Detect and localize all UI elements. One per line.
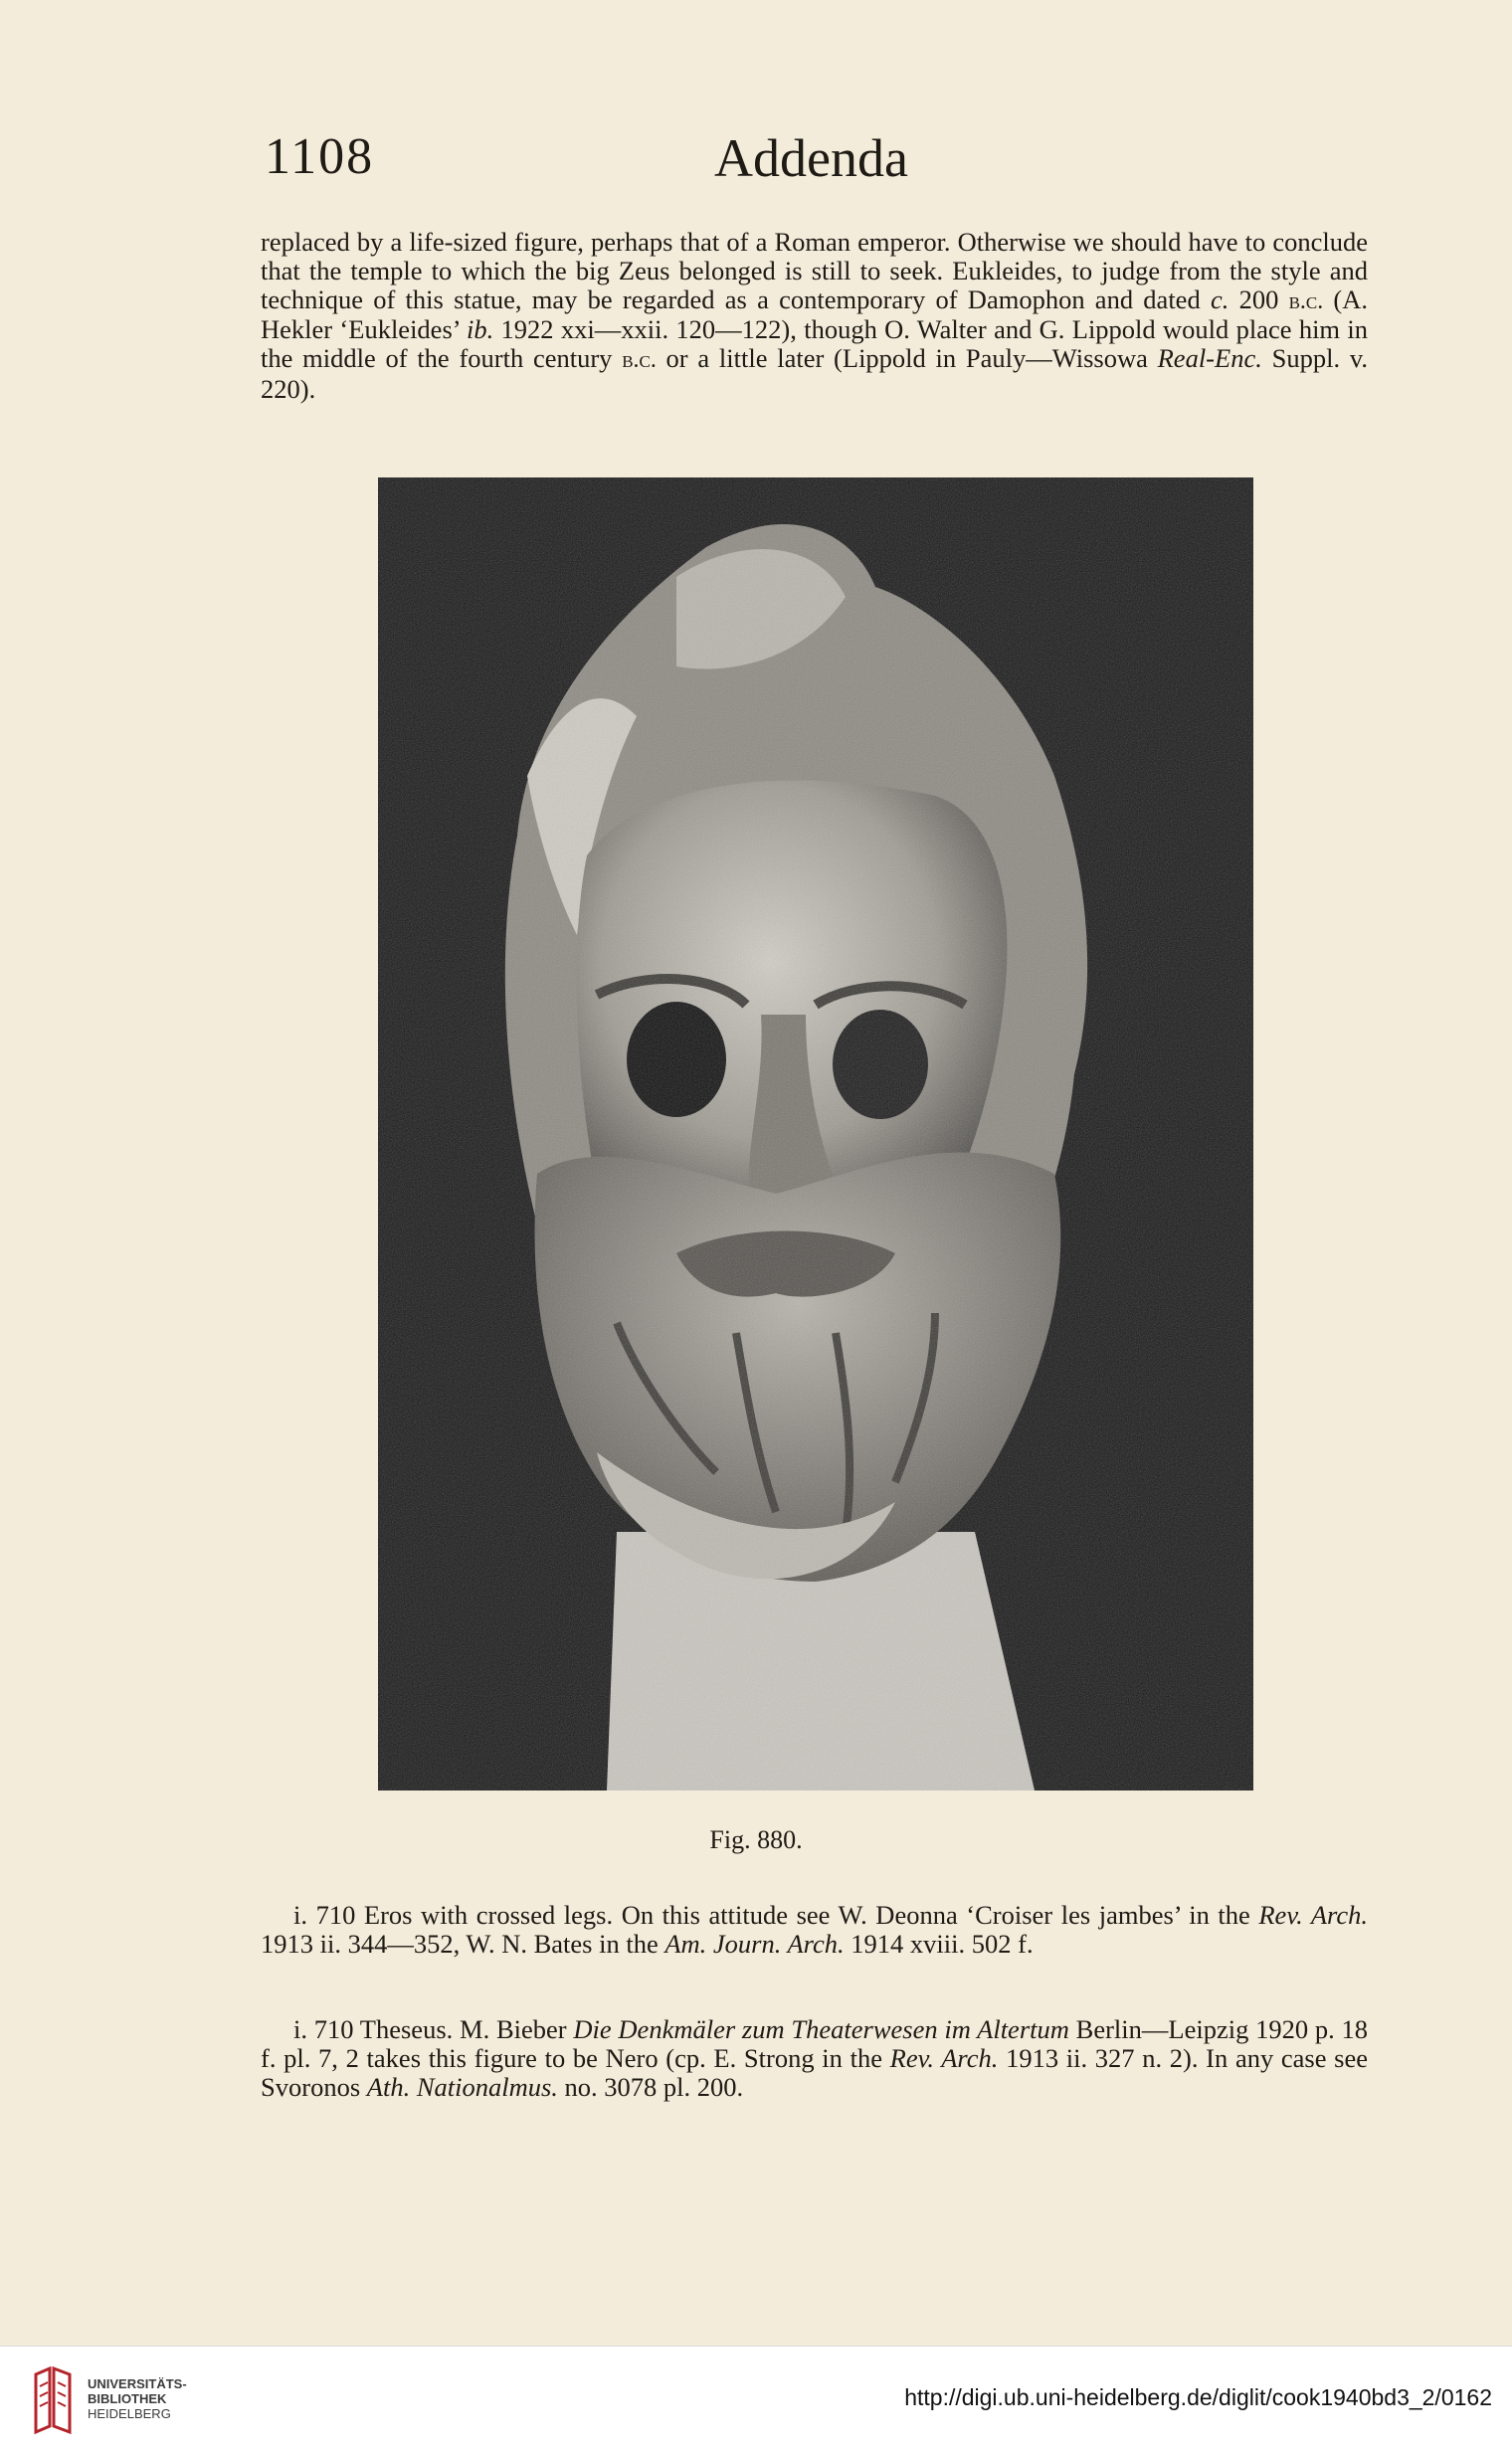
small-caps-run: b.c. — [622, 347, 657, 374]
library-name-line: BIBLIOTHEK — [88, 2391, 167, 2406]
text-run: i. 710 Eros with crossed legs. On this attitude see W. Deonna ‘Croiser les jambes’ in the — [293, 1900, 1259, 1930]
text-run: (A. Hekler ‘Eukleides’ — [261, 283, 1368, 345]
zeus-head-illustration — [378, 477, 1253, 1791]
library-name — [88, 2376, 187, 2421]
library-logo-icon[interactable] — [30, 2366, 76, 2436]
source-url-link[interactable]: http://digi.ub.uni-heidelberg.de/diglit/cook1940bd3_2/0162 — [904, 2384, 1492, 2410]
text-run: i. 710 Theseus. M. Bieber — [293, 2014, 574, 2044]
italic-run: Die Denkmäler zum Theaterwesen im Altertum — [573, 2014, 1069, 2044]
text-run: or a little later (Lippold in Pauly—Wissowa — [656, 343, 1158, 374]
text-run: 200 — [1228, 283, 1289, 314]
small-caps-run: b.c. — [1288, 287, 1324, 314]
page-number: 1108 — [265, 128, 375, 185]
paragraph-eukleides — [261, 228, 1368, 404]
text-run: Suppl. v. 220). — [261, 343, 1368, 404]
italic-run: Real-Enc. — [1157, 343, 1262, 374]
library-name-line: UNIVERSITÄTS- — [88, 2376, 187, 2391]
italic-run: c. — [1210, 283, 1229, 314]
italic-run: ib. — [466, 314, 494, 345]
page-header — [265, 127, 1369, 197]
text-run: replaced by a life-sized figure, perhaps that of a Roman emperor. Otherwise we should have to conclude that the temple to which the big Zeus belonged is still to seek. Eukleides, to judge from the style and technique of this statue, may be regarded as a contemporary of Damophon and dated — [261, 227, 1368, 314]
paragraph-eros — [261, 1901, 1368, 1959]
figure-zeus-head-photo — [378, 477, 1253, 1791]
text-run: 1913 ii. 344—352, W. N. Bates in the — [261, 1928, 665, 1959]
italic-run: Ath. Nationalmus. — [366, 2071, 558, 2102]
text-run: 1922 xxi—xxii. 120—122), though O. Walter and G. Lippold would place him in the middle of the fourth century — [261, 314, 1368, 374]
paragraph-theseus — [261, 2015, 1368, 2101]
figure-caption: Fig. 880. — [709, 1825, 803, 1854]
text-run: no. 3078 pl. 200. — [557, 2071, 744, 2102]
text-run: Berlin—Leipzig 1920 p. 18 f. pl. 7, 2 takes this figure to be Nero (cp. E. Strong in the — [261, 2014, 1369, 2073]
italic-run: Am. Journ. Arch. — [664, 1928, 845, 1959]
running-title: Addenda — [714, 128, 908, 188]
library-name-line: HEIDELBERG — [88, 2406, 171, 2421]
library-footer — [0, 2346, 1512, 2452]
italic-run: Rev. Arch. — [1258, 1900, 1368, 1930]
text-run: 1914 xviii. 502 f. — [844, 1928, 1034, 1959]
italic-run: Rev. Arch. — [889, 2042, 999, 2073]
text-run: 1913 ii. 327 n. 2). In any case see Svoronos — [261, 2042, 1369, 2102]
